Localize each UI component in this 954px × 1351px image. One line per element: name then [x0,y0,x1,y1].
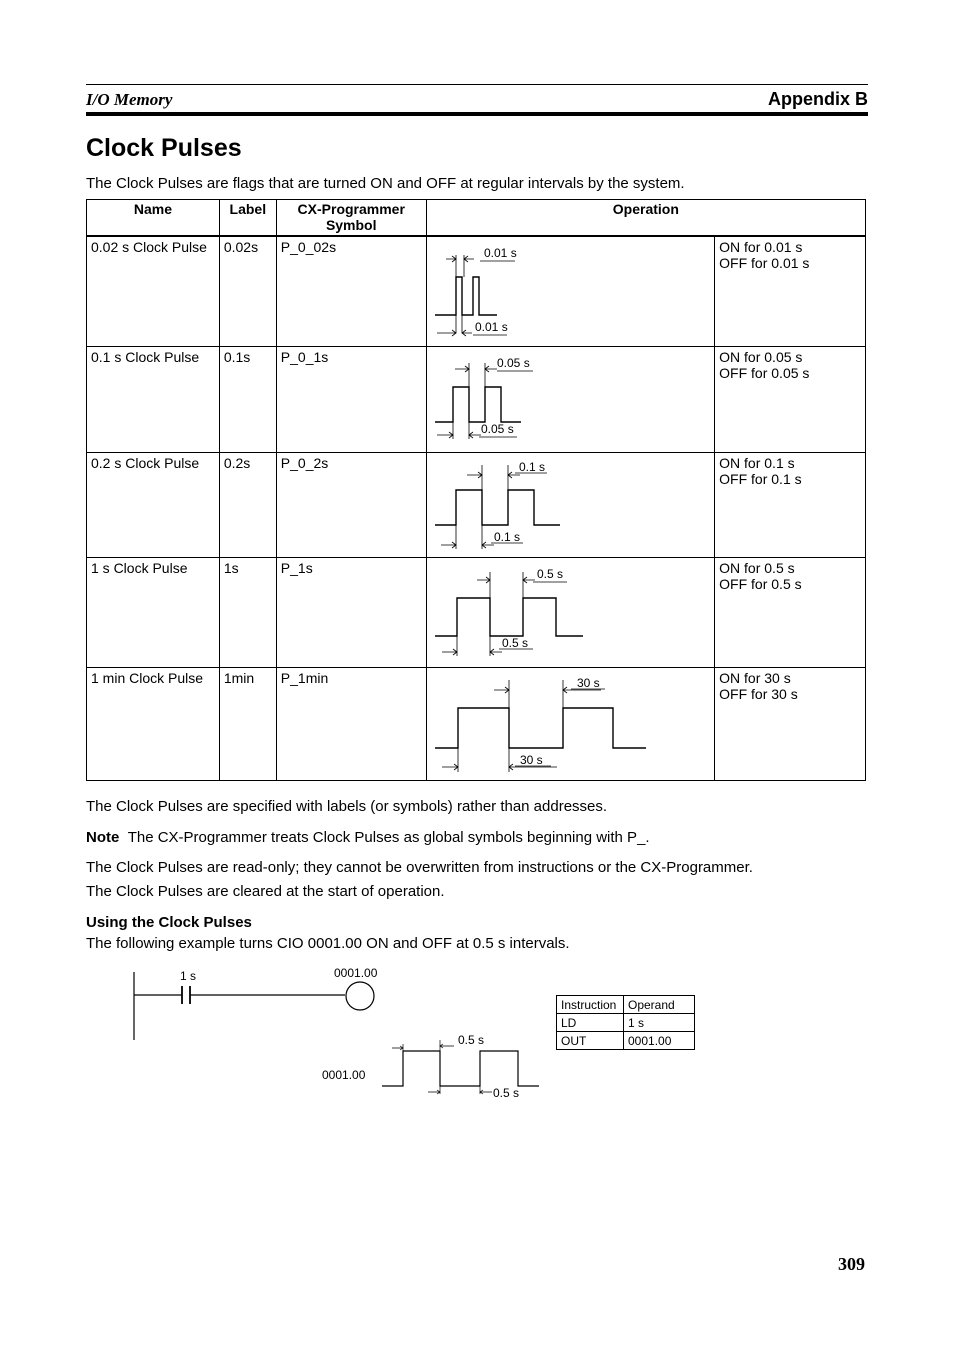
row-label: 0.2s [219,452,276,557]
row-description [715,236,866,346]
timing-off-label: 0.5 s [493,1086,520,1100]
header-label: Label [219,200,276,237]
table-row [557,1014,695,1032]
on-duration-label: 0.1 s [518,459,545,474]
paragraph-read-only: The Clock Pulses are read-only; they cannot be overwritten from instructions or the CX-Programmer. [86,859,753,876]
table-row [87,557,866,667]
timing-diagram-cell [426,236,714,346]
note-label: Note [86,829,120,846]
row-name: 1 s Clock Pulse [87,557,220,667]
intro-paragraph: The Clock Pulses are flags that are turned ON and OFF at regular intervals by the system. [86,175,685,192]
timing-diagram-cell [426,667,714,780]
header-section: I/O Memory [86,90,173,109]
note [86,829,650,847]
timing-diagram [427,558,716,668]
table-row [87,452,866,557]
header-name: Name [87,200,220,237]
table-row [87,667,866,780]
row-name: 0.2 s Clock Pulse [87,452,220,557]
header-appendix: Appendix B [767,89,868,109]
table-row [87,236,866,346]
timing-diagram-cell [426,452,714,557]
off-duration-label: 0.01 s [474,320,508,334]
off-text: OFF for 0.05 s [719,364,810,381]
off-duration-label: 30 s [519,752,543,767]
on-duration-label: 0.05 s [496,355,530,370]
ladder-diagram [120,960,560,1110]
row-label: 1min [219,667,276,780]
row-name: 0.1 s Clock Pulse [87,346,220,452]
header-bottom-rule [86,112,868,116]
instruction-cell: OUT [557,1032,624,1050]
timing-label: 0001.00 [322,1068,366,1082]
on-duration-label: 30 s [576,675,600,690]
mnemonic-header: Operand [624,996,695,1014]
example-text: The following example turns CIO 0001.00 ON and OFF at 0.5 s intervals. [86,935,570,952]
on-duration-label: 0.01 s [483,246,517,260]
timing-diagram [427,347,716,453]
row-name: 0.02 s Clock Pulse [87,236,220,346]
table-header-row [87,200,866,237]
row-symbol: P_0_2s [276,452,426,557]
page-number: 309 [838,1254,865,1274]
timing-diagram-cell [426,557,714,667]
paragraph-cleared: The Clock Pulses are cleared at the start of operation. [86,883,445,900]
timing-diagram [427,668,716,781]
instruction-cell: LD [557,1014,624,1032]
row-description [715,346,866,452]
row-description [715,667,866,780]
table-row [557,1032,695,1050]
output-timing-waveform [382,1051,539,1086]
off-duration-label: 0.1 s [493,529,520,544]
operand-cell: 0001.00 [624,1032,695,1050]
row-label: 1s [219,557,276,667]
timing-on-label: 0.5 s [458,1033,485,1047]
off-text: OFF for 30 s [719,685,798,702]
paragraph-specified: The Clock Pulses are specified with labels (or symbols) rather than addresses. [86,798,608,815]
row-description [715,452,866,557]
table-row [87,346,866,452]
timing-diagram-cell [426,346,714,452]
off-text: OFF for 0.1 s [719,470,802,487]
on-text: ON for 0.1 s [719,454,795,471]
off-text: OFF for 0.5 s [719,575,802,592]
header-symbol: CX-Programmer Symbol [276,200,426,237]
header-operation: Operation [426,200,865,237]
mnemonic-table [556,995,695,1050]
page-title: Clock Pulses [86,134,242,162]
header-top-rule [86,84,868,85]
row-symbol: P_0_1s [276,346,426,452]
clock-pulse-table [86,199,866,781]
timing-diagram [427,453,716,558]
mnemonic-header: Instruction [557,996,624,1014]
on-text: ON for 0.5 s [719,559,795,576]
on-text: ON for 0.01 s [719,239,803,255]
coil-label: 0001.00 [334,966,378,980]
row-symbol: P_1min [276,667,426,780]
on-text: ON for 0.05 s [719,348,803,365]
off-duration-label: 0.5 s [501,635,528,650]
row-description [715,557,866,667]
note-text: The CX-Programmer treats Clock Pulses as global symbols beginning with P_. [127,829,650,846]
output-coil [346,982,374,1010]
operand-cell: 1 s [624,1014,695,1032]
on-text: ON for 30 s [719,669,791,686]
off-text: OFF for 0.01 s [719,255,810,271]
row-symbol: P_0_02s [276,236,426,346]
mnemonic-header-row [557,996,695,1014]
on-duration-label: 0.5 s [536,566,563,581]
timing-diagram [427,237,716,347]
contact-label: 1 s [180,969,197,983]
subheading: Using the Clock Pulses [86,914,252,931]
row-symbol: P_1s [276,557,426,667]
off-duration-label: 0.05 s [480,421,514,436]
row-label: 0.02s [219,236,276,346]
row-name: 1 min Clock Pulse [87,667,220,780]
row-label: 0.1s [219,346,276,452]
